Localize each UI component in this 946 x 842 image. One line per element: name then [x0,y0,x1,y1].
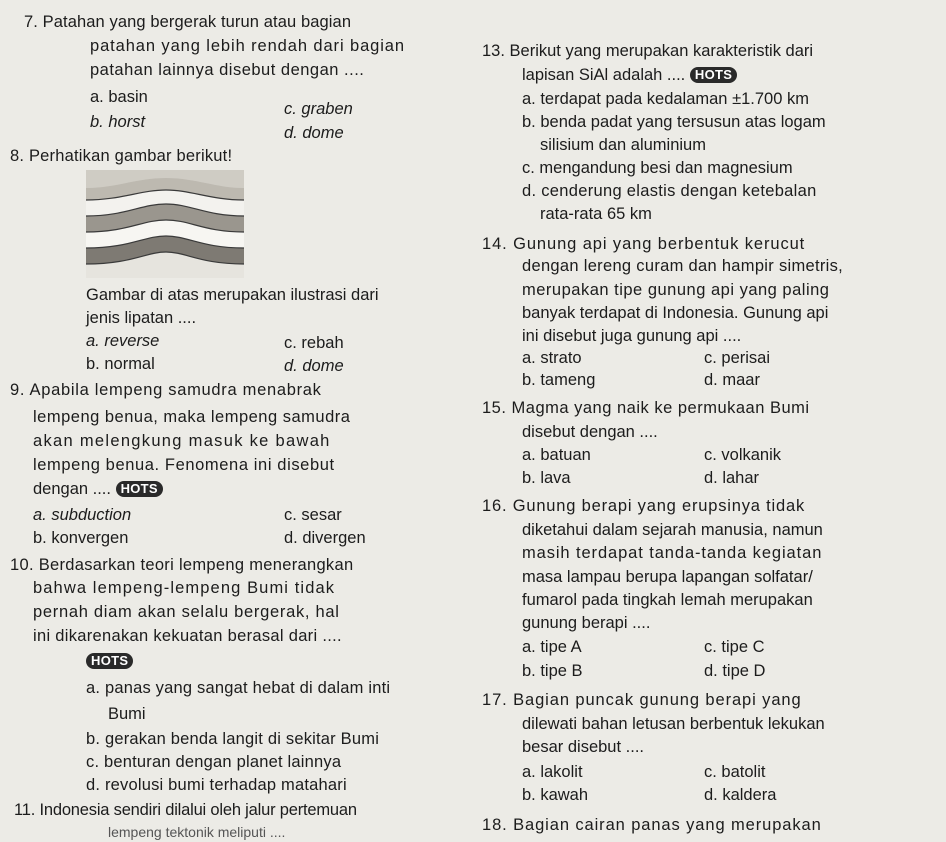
q10-option-a-cont: Bumi [108,705,146,723]
q9-stem-text: dengan .... [33,480,111,498]
q16-option-b[interactable]: b. tipe B [522,662,583,680]
q13-option-c[interactable]: c. mengandung besi dan magnesium [522,159,793,177]
q10-hots-wrap [86,653,133,671]
q9-stem-line3: akan melengkung masuk ke bawah [33,432,331,450]
q14-option-b[interactable]: b. tameng [522,371,596,389]
q14-stem-line4: banyak terdapat di Indonesia. Gunung api [522,304,829,322]
q17-option-d[interactable]: d. kaldera [704,786,777,804]
q13-option-d[interactable]: d. cenderung elastis dengan ketebalan [522,182,817,200]
q14-stem-line5: ini disebut juga gunung api .... [522,327,742,345]
q17-option-b[interactable]: b. kawah [522,786,589,804]
q8-option-c[interactable]: c. rebah [284,334,344,352]
q7-option-d[interactable]: d. dome [284,124,344,142]
q9-stem-line4: lempeng benua. Fenomena ini disebut [33,456,335,474]
hots-badge: HOTS [116,481,163,497]
q14-option-c[interactable]: c. perisai [704,349,771,367]
q9-option-b[interactable]: b. konvergen [33,529,129,547]
q17-option-c[interactable]: c. batolit [704,763,766,781]
q16-stem-line6: gunung berapi .... [522,614,651,632]
q7-stem-line3: patahan lainnya disebut dengan .... [90,61,365,79]
q8-caption-line1: Gambar di atas merupakan ilustrasi dari [86,286,379,304]
q11-stem-line1: 11. Indonesia sendiri dilalui oleh jalur pertemuan [14,801,357,819]
q16-stem-line4: masa lampau berupa lapangan solfatar/ [522,568,813,586]
q13-stem-line1: 13. Berikut yang merupakan karakteristik dari [482,42,814,60]
q8-caption-line2: jenis lipatan .... [86,309,197,327]
q17-stem-line2: dilewati bahan letusan berbentuk lekukan [522,715,825,733]
q9-stem-line1: 9. Apabila lempeng samudra menabrak [10,381,322,399]
q15-stem-line1: 15. Magma yang naik ke permukaan Bumi [482,399,810,417]
q9-stem-line5 [33,479,163,499]
q7-stem-line1: 7. Patahan yang bergerak turun atau bagian [24,13,352,31]
q13-option-b[interactable]: b. benda padat yang tersusun atas logam [522,113,826,131]
q15-option-a[interactable]: a. batuan [522,446,591,464]
q17-stem-line3: besar disebut .... [522,738,644,756]
q16-stem-line1: 16. Gunung berapi yang erupsinya tidak [482,497,806,515]
q13-stem-line2 [522,65,737,85]
q10-option-b[interactable]: b. gerakan benda langit di sekitar Bumi [86,730,380,748]
q7-option-b[interactable]: b. horst [90,113,146,131]
q13-option-d-cont: rata-rata 65 km [540,205,652,223]
q14-option-d[interactable]: d. maar [704,371,760,389]
hots-badge: HOTS [690,67,737,83]
q14-stem-line1: 14. Gunung api yang berbentuk kerucut [482,235,806,253]
q10-option-c[interactable]: c. benturan dengan planet lainnya [86,753,342,771]
q15-option-b[interactable]: b. lava [522,469,571,487]
q15-option-c[interactable]: c. volkanik [704,446,782,464]
q17-option-a[interactable]: a. lakolit [522,763,583,781]
q10-stem-line1: 10. Berdasarkan teori lempeng menerangkan [10,556,354,574]
q10-stem-line2: bahwa lempeng-lempeng Bumi tidak [33,579,336,597]
q17-stem-line1: 17. Bagian puncak gunung berapi yang [482,691,802,709]
q10-stem-line4: ini dikarenakan kekuatan berasal dari .... [33,627,342,645]
q15-option-d[interactable]: d. lahar [704,469,760,487]
q13-option-a[interactable]: a. terdapat pada kedalaman ±1.700 km [522,90,809,108]
q16-stem-line3: masih terdapat tanda-tanda kegiatan [522,544,823,562]
q14-stem-line2: dengan lereng curam dan hampir simetris, [522,257,844,275]
q13-option-b-cont: silisium dan aluminium [540,136,706,154]
q15-stem-line2: disebut dengan .... [522,423,658,441]
q8-option-a[interactable]: a. reverse [86,332,160,350]
q7-stem-line2: patahan yang lebih rendah dari bagian [90,37,405,55]
q9-option-c[interactable]: c. sesar [284,506,342,524]
q16-stem-line2: diketahui dalam sejarah manusia, namun [522,521,823,539]
q14-stem-line3: merupakan tipe gunung api yang paling [522,281,830,299]
q9-option-d[interactable]: d. divergen [284,529,366,547]
q18-stem-line1: 18. Bagian cairan panas yang merupakan [482,816,822,834]
q9-option-a[interactable]: a. subduction [33,506,132,524]
q14-option-a[interactable]: a. strato [522,349,582,367]
q7-option-a[interactable]: a. basin [90,88,148,106]
q16-option-d[interactable]: d. tipe D [704,662,766,680]
q10-option-a[interactable]: a. panas yang sangat hebat di dalam inti [86,679,391,697]
q7-option-c[interactable]: c. graben [284,100,353,118]
q10-option-d[interactable]: d. revolusi bumi terhadap matahari [86,776,347,794]
q16-stem-line5: fumarol pada tingkah lemah merupakan [522,591,813,609]
q16-option-c[interactable]: c. tipe C [704,638,765,656]
hots-badge: HOTS [86,653,133,669]
q16-option-a[interactable]: a. tipe A [522,638,582,656]
q9-stem-line2: lempeng benua, maka lempeng samudra [33,408,351,426]
q10-stem-line3: pernah diam akan selalu bergerak, hal [33,603,340,621]
fold-illustration [86,170,244,278]
q8-option-d[interactable]: d. dome [284,357,344,375]
q8-stem: 8. Perhatikan gambar berikut! [10,147,233,165]
q11-stem-line2: lempeng tektonik meliputi .... [108,824,286,840]
q13-stem-text: lapisan SiAl adalah .... [522,66,686,84]
q8-option-b[interactable]: b. normal [86,355,155,373]
